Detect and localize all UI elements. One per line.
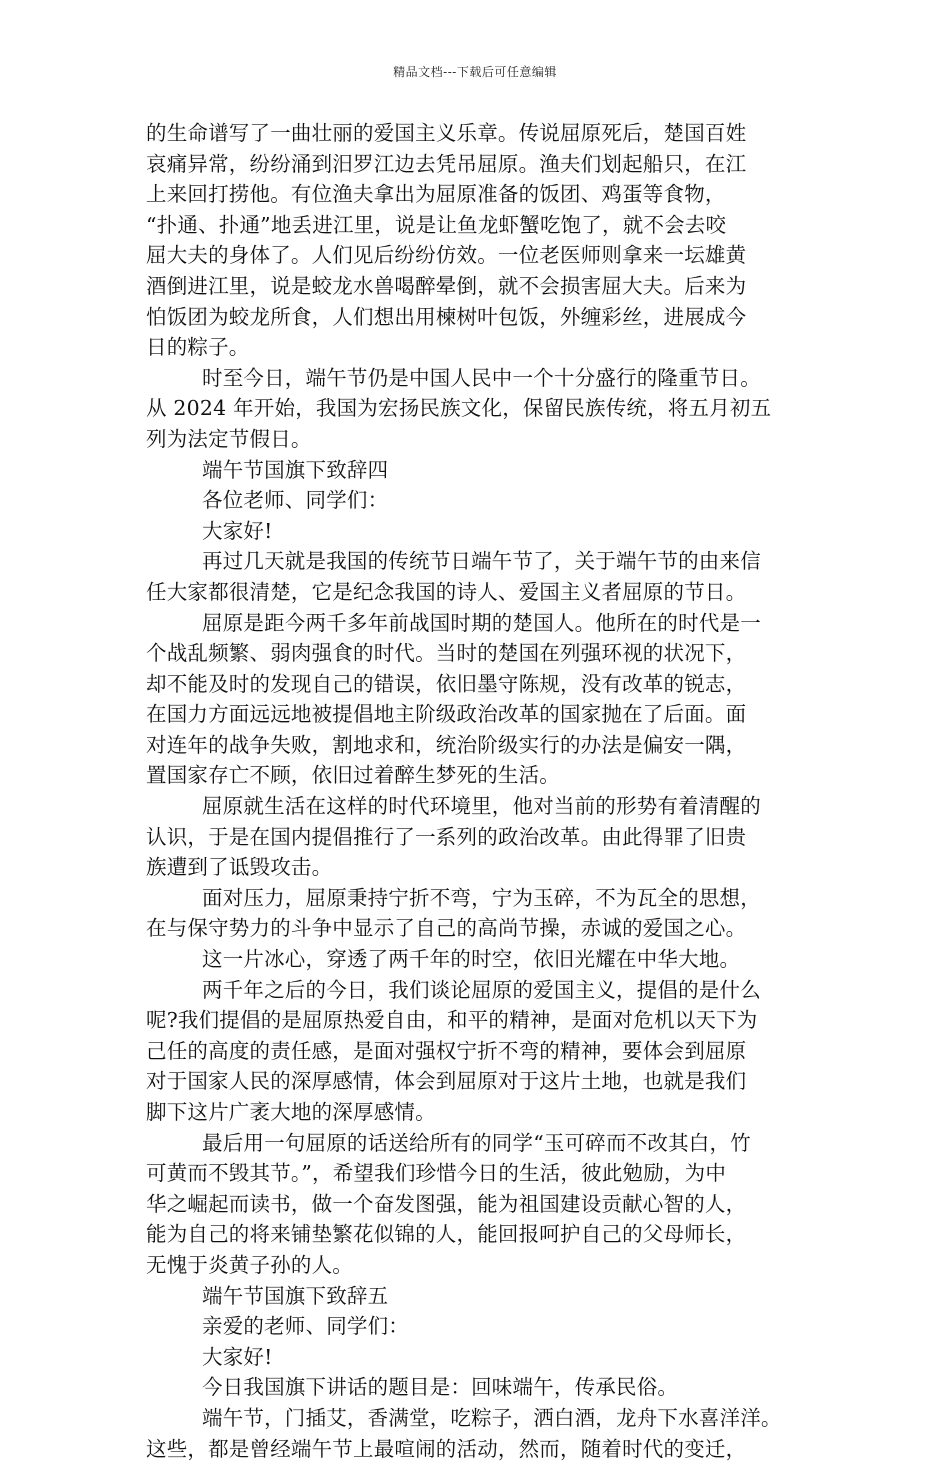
text-line: 族遭到了诋毁攻击。 xyxy=(146,855,333,880)
text-line: 各位老师、同学们： xyxy=(202,488,389,513)
text-line: 屈原就生活在这样的时代环境里，他对当前的形势有着清醒的 xyxy=(202,794,761,819)
text-line: 个战乱频繁、弱肉强食的时代。当时的楚国在列强环视的状况下， xyxy=(146,641,747,666)
paragraph xyxy=(146,455,826,486)
text-line: 端午节国旗下致辞四 xyxy=(202,457,389,482)
text-line: 这一片冰心，穿透了两千年的时空，依旧光耀在中华大地。 xyxy=(202,947,741,972)
text-line: 己任的高度的责任感，是面对强权宁折不弯的精神，要体会到屈原 xyxy=(146,1038,747,1063)
text-line: 日的粽子。 xyxy=(146,335,250,360)
paragraph xyxy=(146,944,826,975)
text-line: 能为自己的将来铺垫繁花似锦的人，能回报呵护自己的父母师长， xyxy=(146,1222,747,1247)
text-line: 置国家存亡不顾，依旧过着醉生梦死的生活。 xyxy=(146,763,560,788)
text-line: 面对压力，屈原秉持宁折不弯，宁为玉碎，不为瓦全的思想， xyxy=(202,885,761,910)
paragraph xyxy=(146,118,826,363)
text-line: 大家好! xyxy=(202,1344,273,1369)
text-line: 两千年之后的今日，我们谈论屈原的爱国主义，提倡的是什么 xyxy=(202,977,761,1002)
paragraph xyxy=(146,1311,826,1342)
document-body xyxy=(146,118,826,1464)
paragraph xyxy=(146,1342,826,1373)
text-line: 端午节，门插艾，香满堂，吃粽子，洒白酒，龙舟下水喜洋洋。 xyxy=(202,1405,782,1430)
paragraph xyxy=(146,883,826,944)
paragraph xyxy=(146,1128,826,1281)
paragraph xyxy=(146,975,826,1128)
paragraph xyxy=(146,485,826,516)
text-line: 认识，于是在国内提倡推行了一系列的政治改革。由此得罪了旧贵 xyxy=(146,824,747,849)
page-header: 精品文档---下载后可任意编辑 xyxy=(393,65,557,79)
paragraph xyxy=(146,516,826,547)
text-line: 无愧于炎黄子孙的人。 xyxy=(146,1252,353,1277)
text-line: 大家好! xyxy=(202,518,273,543)
text-line: 酒倒进江里，说是蛟龙水兽喝醉晕倒，就不会损害屈大夫。后来为 xyxy=(146,273,747,298)
text-line: 屈大夫的身体了。人们见后纷纷仿效。一位老医师则拿来一坛雄黄 xyxy=(146,243,747,268)
text-line: 端午节国旗下致辞五 xyxy=(202,1283,389,1308)
text-line: 任大家都很清楚，它是纪念我国的诗人、爱国主义者屈原的节日。 xyxy=(146,579,747,604)
text-line: 怕饭团为蛟龙所食，人们想出用楝树叶包饭，外缠彩丝，进展成今 xyxy=(146,304,747,329)
paragraph xyxy=(146,546,826,607)
text-line: 对于国家人民的深厚感情，体会到屈原对于这片土地，也就是我们 xyxy=(146,1069,747,1094)
text-line: 却不能及时的发现自己的错误，依旧墨守陈规，没有改革的锐志， xyxy=(146,671,747,696)
text-line: 呢?我们提倡的是屈原热爱自由，和平的精神，是面对危机以天下为 xyxy=(146,1008,758,1033)
text-line: 的生命谱写了一曲壮丽的爱国主义乐章。传说屈原死后，楚国百姓 xyxy=(146,121,747,145)
text-line: 华之崛起而读书，做一个奋发图强，能为祖国建设贡献心智的人， xyxy=(146,1191,747,1216)
text-line: 时至今日，端午节仍是中国人民中一个十分盛行的隆重节日。 xyxy=(202,365,761,390)
paragraph xyxy=(146,363,826,455)
text-line: 在与保守势力的斗争中显示了自己的高尚节操，赤诚的爱国之心。 xyxy=(146,916,747,941)
text-line: 在国力方面远远地被提倡地主阶级政治改革的国家抛在了后面。面 xyxy=(146,702,747,727)
text-line: 从 2024 年开始，我国为宏扬民族文化，保留民族传统，将五月初五 xyxy=(146,396,772,421)
paragraph xyxy=(146,1372,826,1403)
paragraph xyxy=(146,1403,826,1464)
text-line: 哀痛异常，纷纷涌到汨罗江边去凭吊屈原。渔夫们划起船只，在江 xyxy=(146,151,747,176)
text-line: 列为法定节假日。 xyxy=(146,426,312,451)
text-line: 可黄而不毁其节。”，希望我们珍惜今日的生活，彼此勉励，为中 xyxy=(146,1161,727,1186)
text-line: 亲爱的老师、同学们： xyxy=(202,1314,409,1339)
text-line: 最后用一句屈原的话送给所有的同学“玉可碎而不改其白，竹 xyxy=(202,1130,751,1155)
paragraph xyxy=(146,791,826,883)
paragraph xyxy=(146,1281,826,1312)
paragraph xyxy=(146,608,826,792)
text-line: 对连年的战争失败，割地求和，统治阶级实行的办法是偏安一隅， xyxy=(146,732,747,757)
text-line: 今日我国旗下讲话的题目是：回味端午，传承民俗。 xyxy=(202,1375,679,1400)
text-line: 再过几天就是我国的传统节日端午节了，关于端午节的由来信 xyxy=(202,549,761,574)
text-line: 脚下这片广袤大地的深厚感情。 xyxy=(146,1100,436,1124)
text-line: “扑通、扑通”地丢进江里，说是让鱼龙虾蟹吃饱了，就不会去咬 xyxy=(146,212,727,237)
text-line: 这些，都是曾经端午节上最喧闹的活动，然而，随着时代的变迁， xyxy=(146,1436,747,1461)
text-line: 上来回打捞他。有位渔夫拿出为屈原准备的饭团、鸡蛋等食物， xyxy=(146,182,726,207)
text-line: 屈原是距今两千多年前战国时期的楚国人。他所在的时代是一 xyxy=(202,610,761,635)
